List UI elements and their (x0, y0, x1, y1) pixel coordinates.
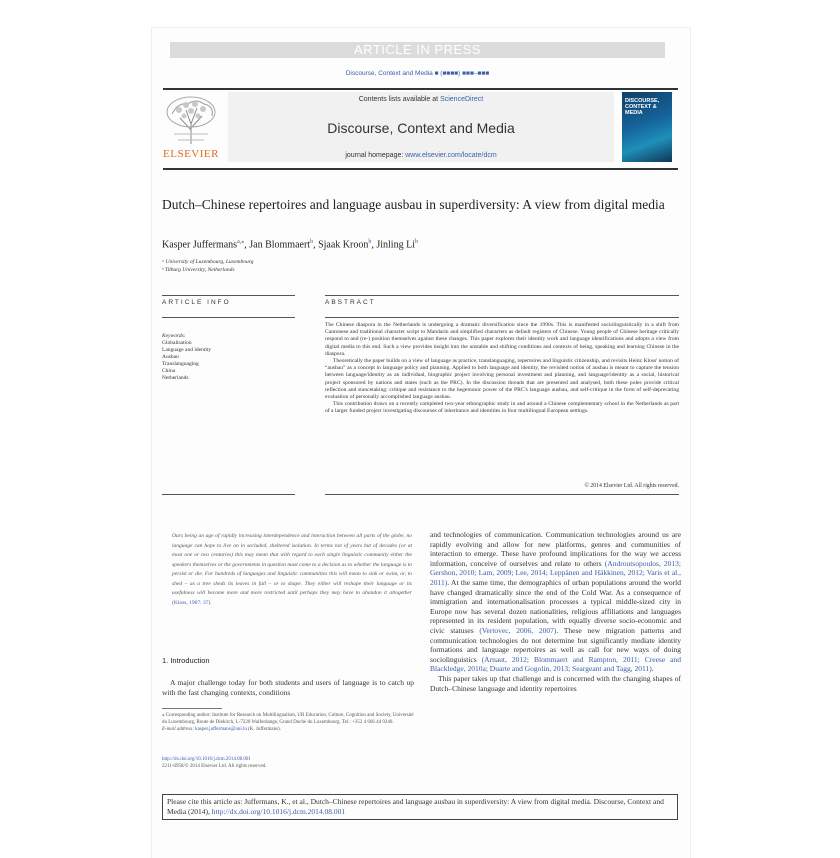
body-text: . (651, 664, 654, 674)
citation-box-text: Please cite this article as: Juffermans, K., et al., Dutch–Chinese repertoires and language ausbau in superdiversity: A view from digital media. Discourse, Context and Media (2014), (167, 797, 664, 816)
homepage-link[interactable]: www.elsevier.com/locate/dcm (405, 152, 497, 159)
journal-homepage-line (228, 152, 614, 159)
abstract-heading: ABSTRACT (325, 299, 376, 306)
contents-prefix: Contents lists available at (358, 96, 441, 103)
issn-line: 2211-6958/© 2014 Elsevier Ltd. All rights reserved. (162, 764, 267, 769)
keyword: Language and identity (162, 347, 212, 353)
footnote (162, 712, 414, 733)
affiliation: ᵃ University of Luxembourg, Luxembourg (162, 259, 254, 265)
author-name[interactable]: Kasper Juffermans (162, 239, 238, 251)
abstract-copyright: © 2014 Elsevier Ltd. All rights reserved. (584, 483, 679, 489)
citation-link[interactable]: (Vertovec, 2006, 2007) (479, 625, 557, 635)
author-affiliation-mark[interactable]: b (368, 239, 372, 245)
elsevier-wordmark: ELSEVIER (163, 148, 219, 160)
article-info-rule-top (162, 295, 295, 296)
article-info-heading: ARTICLE INFO (162, 299, 231, 306)
keyword: Ausbau (162, 354, 179, 360)
elsevier-tree-icon (164, 94, 218, 146)
author-name[interactable]: Sjaak Kroon (318, 239, 369, 251)
cover-title: DISCOURSE, CONTEXT & MEDIA (625, 98, 660, 116)
keywords-block (162, 333, 292, 382)
journal-header (228, 92, 614, 162)
keyword: Netherlands (162, 375, 189, 381)
author-affiliation-mark[interactable]: b (310, 239, 314, 245)
epigraph-end: . (210, 599, 212, 606)
email-link[interactable]: kasper.juffermans@uni.lu (195, 727, 247, 732)
abstract-paragraph: Theoretically the paper builds on a view of language as practice, translanguaging, repertoires and linguistic citizenship, and revisits Heinz Kloss' notion of “ausbau” as a concept in language policy and planning. Applied to both language and identity, the revisited notion of ausbau is meant to capture the tension between language/identity as an individual, biographic project involving personal investment and planning, and language/identity as a social, historical project sponsored by nations and states (such as the PRC). In the discussion threads that are presented and analysed, both these poles provide critical reflection and stancetaking: critique and resistance to the hegemonic power of the PRC's language ausbau, and self-critique in the form of self-deprecating evaluation of personally accomplished language ausbau. (325, 358, 679, 401)
citation-box-doi-link[interactable]: http://dx.doi.org/10.1016/j.dcm.2014.08.001 (211, 807, 346, 816)
header-rule-top (163, 88, 678, 90)
abstract-rule (325, 317, 679, 318)
citation-link[interactable]: (Arnaut, 2012; Blommaert and Rampton, 2011; Creese and Blackledge, 2010a; Duarte and Gogolin, 2013; Seargeant and Tagg, 2011) (430, 654, 681, 674)
affiliation: ᵇ Tilburg University, Netherlands (162, 267, 235, 273)
article-info-rule-bottom (162, 494, 295, 495)
author-separator: , (313, 239, 319, 251)
body-paragraph (430, 530, 681, 674)
author-separator: , (371, 239, 377, 251)
keyword: Globalisation (162, 340, 192, 346)
keyword: Translanguaging (162, 361, 199, 367)
body-text: and technologies of communication. Communication technologies around us are rapidly evolving and allow for new platforms, genres and communities of interaction to emerge. These have profound implications for the way we access information, conceive of ourselves and relate to others (430, 530, 681, 568)
journal-title: Discourse, Context and Media (327, 120, 515, 136)
author-affiliation-mark[interactable]: b (414, 239, 418, 245)
body-paragraph: This paper takes up that challenge and is concerned with the changing shapes of Dutch–Chinese language and identity repertoires (430, 673, 681, 693)
author-name[interactable]: Jinling Li (376, 239, 415, 251)
footnote-rule (162, 708, 222, 709)
email-suffix: (K. Juffermans). (246, 727, 281, 732)
email-line (162, 726, 414, 733)
elsevier-logo[interactable] (160, 92, 222, 162)
article-title: Dutch–Chinese repertoires and language ausbau in superdiversity: A view from digital media (162, 197, 665, 212)
abstract-rule-top (325, 295, 679, 296)
journal-reference[interactable]: Discourse, Context and Media ■ (■■■■) ■■■–■■■ (345, 70, 490, 77)
contents-lists-line (228, 96, 614, 103)
epigraph-text: Ours being an age of rapidly increasing interdependence and interaction between all parts of the globe, no language can hope to live on in secluded, sheltered isolation. In terms not of years but of decades (or at most one or two centuries) this may mean that with regard to each single linguistic community either the speakers themselves or the governments in question must come to a decision as to whether the language is to persist or die. For hundreds of languages and linguistic communities this will mean to sink or swim, or, to shed – as a tree sheds its leaves in fall – or to shape. They either will reshape their language or its usefulness will become more and more restricted until perhaps they may have to abandon it altogether (172, 533, 412, 596)
epigraph-citation[interactable]: (Kloss, 1967: 37) (172, 599, 211, 606)
homepage-prefix: journal homepage: (345, 152, 406, 159)
abstract-paragraph: This contribution draws on a recently completed two-year ethnographic study in and around a Chinese complementary school in the Netherlands as part of a larger funded project investigating discourses of inheritance and identities in four multilingual European settings. (325, 401, 679, 415)
keyword: China (162, 368, 176, 374)
header-rule-bottom (163, 168, 678, 170)
abstract-body (325, 322, 679, 416)
keywords-label: Keywords: (162, 333, 186, 339)
article-in-press-banner: ARTICLE IN PRESS (170, 42, 665, 58)
author-separator: , (244, 239, 250, 251)
sciencedirect-link[interactable]: ScienceDirect (440, 96, 484, 103)
doi-link[interactable]: http://dx.doi.org/10.1016/j.dcm.2014.08.001 (162, 757, 251, 762)
body-text: . These new migration patterns and communication technologies do not determine but significantly mediate identity formations and language repertoires as well as call for new ways of doing sociolinguistics (430, 625, 681, 664)
corresponding-author-note: ⁎ Corresponding author: Institute for Research on Multilingualism, UR Education, Culture, Cognition and Society, Université du Luxembourg, Route de Diekirch, L-7220 Walferdange, Grand Duché du Luxembourg. Tel.: +352 4 666 44 9240. (162, 713, 414, 725)
abstract-rule-bottom (325, 494, 679, 495)
right-column-text (430, 530, 681, 693)
citation-box (162, 794, 678, 820)
body-text: . At the same time, the demographics of urban populations around the world have changed dramatically since the end of the Cold War. As a consequence of immigration and internationalisation processes a typical middle-sized city in Europe now has several dozen nationalities, religious affiliations and languages represented in its resident population, with equally diverse socio-economic and civic statuses (430, 577, 681, 635)
doi-block (162, 756, 414, 770)
section-heading-introduction: 1. Introduction (162, 656, 210, 665)
email-label: E-mail address: (162, 727, 196, 732)
affiliations (162, 258, 253, 274)
intro-paragraph: A major challenge today for both students and users of language is to catch up with the fast changing contexts, conditions (162, 678, 414, 697)
citation-link[interactable]: (Androutsopoulos, 2013; Gershon, 2010; Lam, 2009; Lee, 2014; Leppänen and Häkkinen, 2012; Varis et al., 2011) (430, 558, 682, 587)
author-name[interactable]: Jan Blommaert (249, 239, 311, 251)
epigraph (172, 532, 412, 608)
journal-cover-image[interactable] (622, 92, 672, 162)
author-list (162, 238, 672, 250)
abstract-paragraph: The Chinese diaspora in the Netherlands is undergoing a dramatic diversification since the 1990s. This is manifested sociolinguistically in a shift from Cantonese and traditional character script to Mandarin and simplified characters as default registers of Chinese. Young people of Chinese heritage critically respond to and (re-) position themselves against these changes. This paper explores their identity work and language identifications and adopts a view from digital media to this end. Such a view provides insight into the unstable and shifting conditions and contexts of being, speaking and learning Chinese in the diaspora. (325, 322, 679, 357)
article-info-rule (162, 317, 295, 318)
author-affiliation-mark[interactable]: a,⁎ (237, 239, 245, 245)
